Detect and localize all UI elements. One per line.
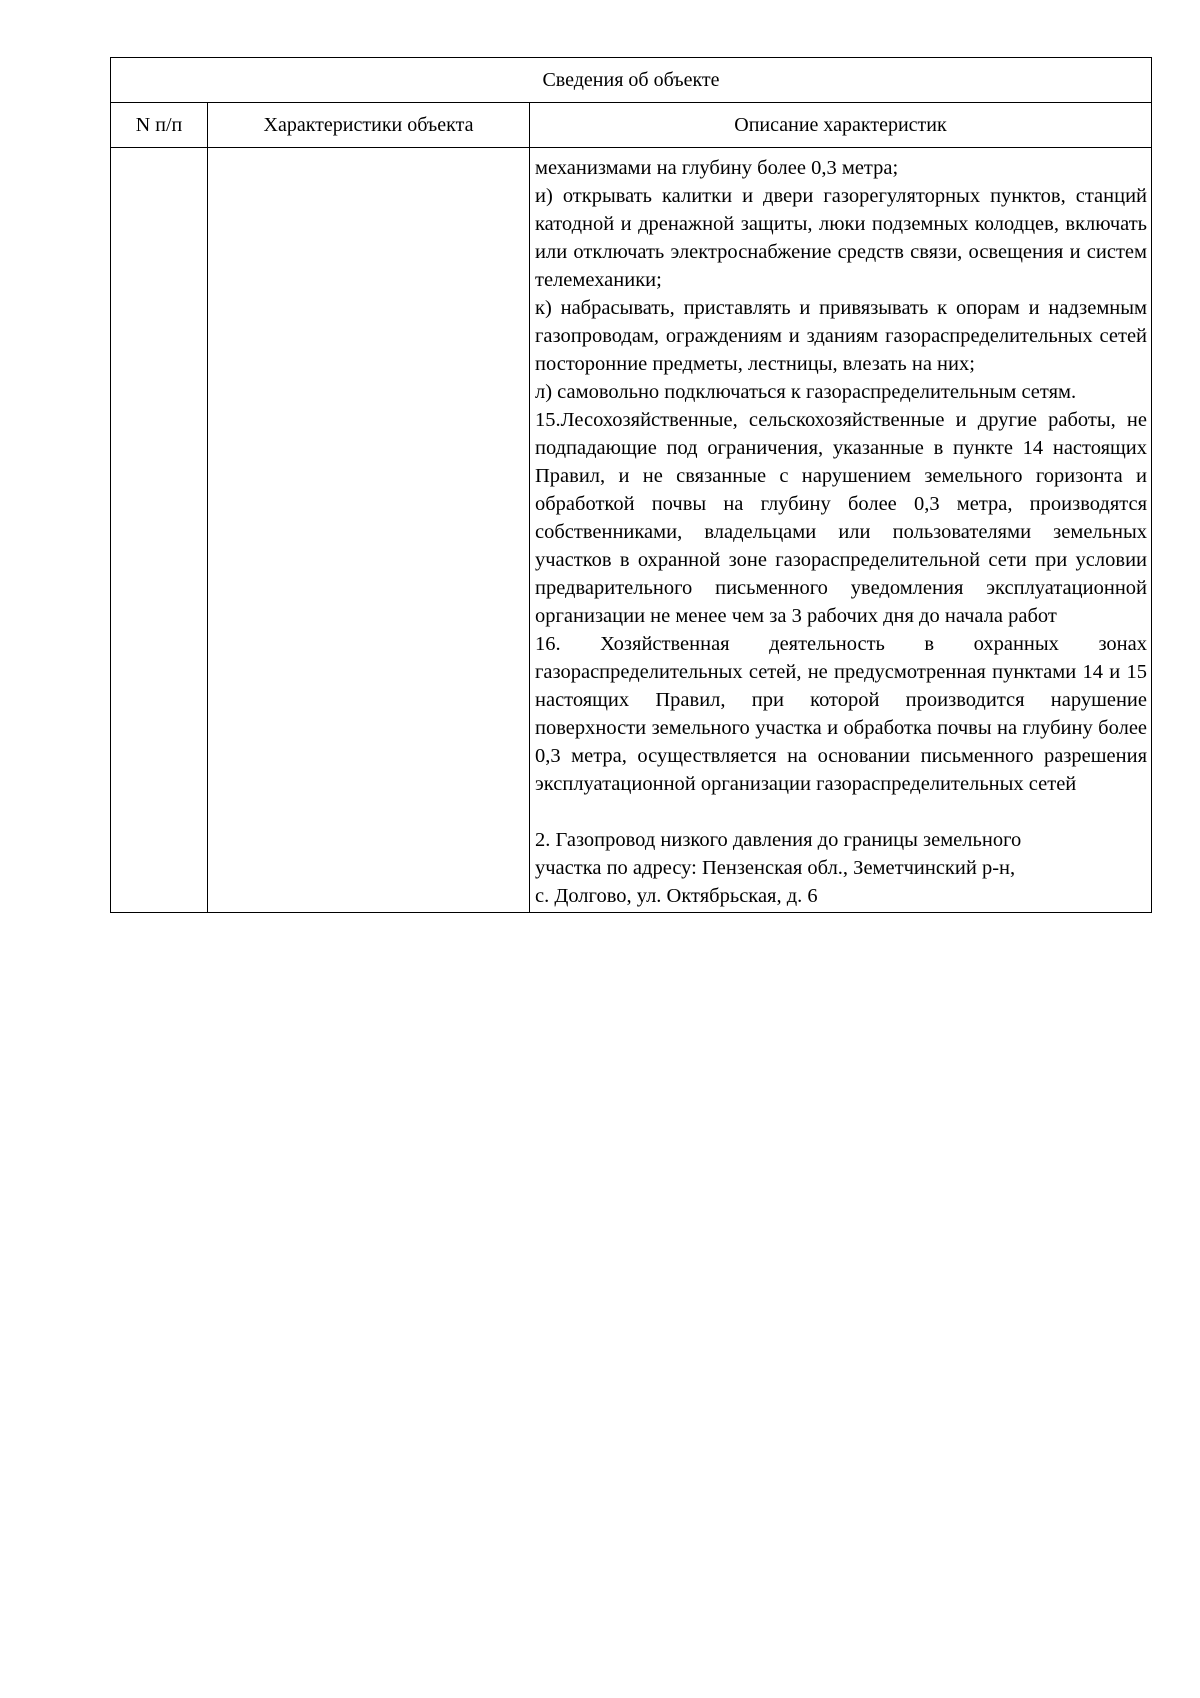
header-characteristics: Характеристики объекта [208,103,530,148]
header-description: Описание характеристик [530,103,1152,148]
header-row [111,103,1152,148]
header-num: N п/п [111,103,208,148]
row-characteristics-cell [208,148,530,913]
description-paragraph: механизмами на глубину более 0,3 метра; [535,157,899,179]
object-info-table [110,57,1152,913]
table-row [111,148,1152,913]
description-paragraph: 16. Хозяйственная деятельность в охранных зонах газораспределительных сетей, не предусмотренная пунктами 14 и 15 настоящих Правил, при которой производится нарушение поверхности земельного участка и обработка почвы на глубину более 0,3 метра, осуществляется на основании письменного разрешения эксплуатационной организации газораспределительных сетей [535,633,1148,795]
address-line: участка по адресу: Пензенская обл., Земетчинский р-н, [535,857,1016,879]
address-line: 2. Газопровод низкого давления до границы земельного [535,829,1022,851]
row-description-cell [530,148,1152,913]
description-paragraph: 15.Лесохозяйственные, сельскохозяйственные и другие работы, не подпадающие под ограничения, указанные в пункте 14 настоящих Правил, и не связанные с нарушением земельного горизонта и обработкой почвы на глубину более 0,3 метра, производятся собственниками, владельцами или пользователями земельных участков в охранной зоне газораспределительной сети при условии предварительного письменного уведомления эксплуатационной организации не менее чем за 3 рабочих дня до начала работ [535,409,1148,627]
description-paragraph: к) набрасывать, приставлять и привязывать к опорам и надземным газопроводам, ограждениям и зданиям газораспределительных сетей посторонние предметы, лестницы, влезать на них; [535,297,1148,375]
paragraph-spacer [535,798,1147,826]
table-caption: Сведения об объекте [111,58,1152,103]
description-paragraph: и) открывать калитки и двери газорегуляторных пунктов, станций катодной и дренажной защиты, люки подземных колодцев, включать или отключать электроснабжение средств связи, освещения и систем телемеханики; [535,185,1148,291]
row-num-cell [111,148,208,913]
caption-row [111,58,1152,103]
description-paragraph: л) самовольно подключаться к газораспределительным сетям. [535,381,1077,403]
address-line: с. Долгово, ул. Октябрьская, д. 6 [535,885,818,907]
